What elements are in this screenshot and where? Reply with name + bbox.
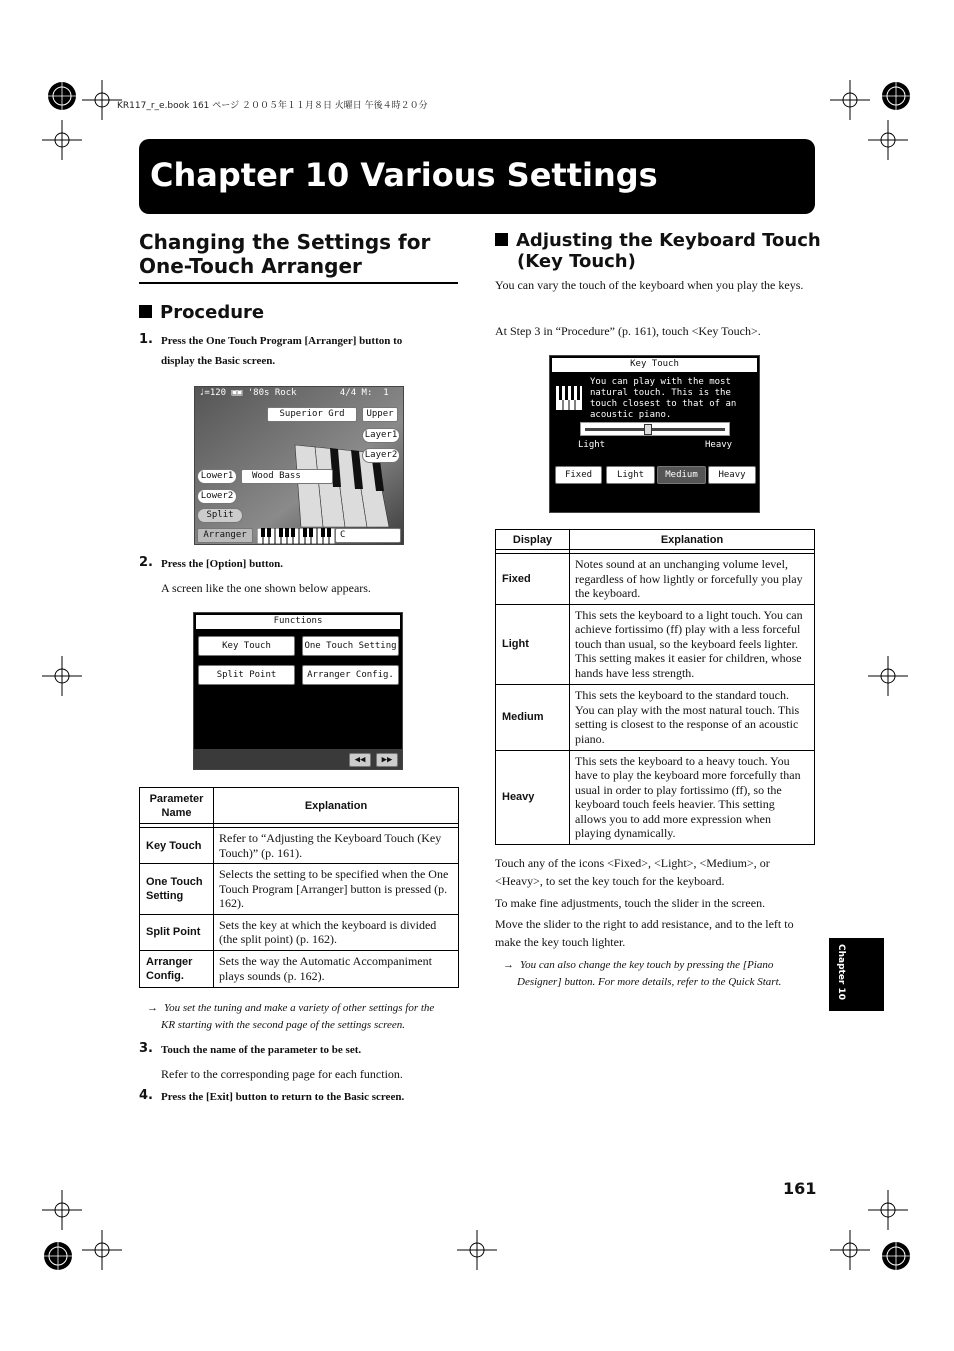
chapter-tab-label: Chapter 10	[836, 944, 846, 1001]
param-name: Key Touch	[140, 828, 214, 864]
param-explanation: Sets the way the Automatic Accompaniment plays sounds (p. 162).	[214, 950, 459, 987]
display-explanation: Notes sound at an unchanging volume level, regardless of how lightly or forcefully you play the keyboard.	[570, 554, 815, 605]
param-explanation: Selects the setting to be specified when the One Touch Program [Arranger] button is pressed (p. 162).	[214, 864, 459, 915]
status-bar: ♩=120 ▣▣ '80s Rock 4/4 M: 1	[199, 388, 389, 398]
table-row	[140, 950, 459, 987]
key-touch-heading: Adjusting the Keyboard Touch (Key Touch)	[495, 230, 821, 272]
param-name: Arranger Config.	[140, 950, 214, 987]
medium-button[interactable]: Medium	[657, 466, 706, 484]
registration-mark-icon	[36, 1234, 80, 1278]
step-reference: At Step 3 in “Procedure” (p. 161), touch <Key Touch>.	[495, 324, 761, 338]
split-button[interactable]: Split	[197, 508, 243, 523]
light-button[interactable]: Light	[606, 466, 655, 484]
basic-screen	[194, 386, 404, 545]
functions-title: Functions	[196, 615, 400, 629]
next-page-button[interactable]	[376, 753, 398, 767]
crosshair-mark-icon	[828, 78, 872, 122]
header-parameter-name: Parameter Name	[140, 788, 214, 824]
right-note: → You can also change the key touch by pressing the [Piano Designer] button. For more details, refer to the Quick Start.	[503, 959, 782, 988]
step-3-description: Refer to the corresponding page for each function.	[161, 1067, 403, 1081]
left-note: → You set the tuning and make a variety of other settings for the KR starting with the second page of the settings screen.	[147, 1002, 435, 1031]
param-explanation: Refer to “Adjusting the Keyboard Touch (Key Touch)” (p. 161).	[214, 828, 459, 864]
one-touch-setting-button[interactable]: One Touch Setting	[302, 636, 399, 656]
arrow-icon: →	[503, 959, 514, 971]
piano-keys-icon	[556, 386, 582, 410]
slider-track	[585, 428, 725, 431]
crosshair-mark-icon	[828, 1228, 872, 1272]
display-explanation: This sets the keyboard to the standard touch. You can play with the most natural touch. This setting is closest to the response of an acoustic piano.	[570, 684, 815, 750]
crosshair-mark-icon	[866, 654, 910, 698]
heavy-button[interactable]: Heavy	[708, 466, 756, 484]
display-name: Fixed	[496, 554, 570, 605]
step-1-number: 1.	[139, 332, 153, 347]
screen-footer	[194, 749, 403, 770]
key-touch-message: You can play with the most natural touch. This is the touch closest to that of an acoustic piano.	[590, 377, 737, 420]
page-number: 161	[783, 1179, 817, 1198]
header-explanation: Explanation	[214, 788, 459, 824]
header-explanation: Explanation	[570, 530, 815, 550]
lower2-button[interactable]: Lower2	[197, 489, 237, 504]
crosshair-mark-icon	[80, 1228, 124, 1272]
step-3-text: Touch the name of the parameter to be set.	[161, 1044, 362, 1056]
print-header: KR117_r_e.book 161 ページ ２００５年１１月８日 火曜日 午後４時２０分	[117, 101, 428, 111]
arranger-button[interactable]: Arranger	[197, 528, 253, 543]
upper-button[interactable]: Upper	[362, 407, 398, 422]
heavy-label: Heavy	[705, 440, 733, 450]
functions-screen	[193, 612, 403, 770]
param-name: One Touch Setting	[140, 864, 214, 915]
fixed-button[interactable]: Fixed	[555, 466, 602, 484]
step-4-text: Press the [Exit] button to return to the Basic screen.	[161, 1091, 405, 1103]
display-explanation: This sets the keyboard to a heavy touch. You have to play the keyboard more forcefully than usual in order to play fortissimo (ff), so the keyboard touch feels heavier. This setting allows you to add more expression when playing dynamically.	[570, 750, 815, 844]
light-label: Light	[578, 440, 606, 450]
step-2-text: Press the [Option] button.	[161, 558, 284, 570]
parameter-table	[139, 787, 459, 988]
crosshair-mark-icon	[40, 118, 84, 162]
key-touch-screen-title: Key Touch	[552, 358, 757, 372]
layer2-button[interactable]: Layer2	[362, 448, 400, 463]
section-title-line-1: Changing the Settings for	[139, 230, 431, 254]
chapter-title: Chapter 10 Various Settings	[150, 156, 658, 194]
split-point-button[interactable]: Split Point	[198, 665, 295, 685]
key-touch-table	[495, 529, 815, 845]
slider-instruction: To make fine adjustments, touch the slider in the screen.	[495, 896, 766, 910]
display-name: Light	[496, 604, 570, 684]
keyboard-icon	[257, 528, 335, 544]
slider-knob[interactable]	[644, 424, 652, 435]
icon-instruction: Touch any of the icons <Fixed>, <Light>, <Medium>, or <Heavy>, to set the key touch for the keyboard.	[495, 856, 770, 888]
registration-mark-icon	[874, 74, 918, 118]
table-row	[496, 604, 815, 684]
chord-display: C	[335, 528, 401, 543]
crosshair-mark-icon	[866, 118, 910, 162]
slider-direction: Move the slider to the right to add resistance, and to the left to make the key touch lighter.	[495, 917, 794, 949]
registration-mark-icon	[874, 1234, 918, 1278]
step-1-text: Press the One Touch Program [Arranger] button to display the Basic screen.	[161, 335, 403, 367]
key-touch-button[interactable]: Key Touch	[198, 636, 295, 656]
bullet-square-icon	[139, 305, 152, 318]
superior-grand-button[interactable]: Superior Grd	[267, 407, 357, 422]
layer1-button[interactable]: Layer1	[362, 428, 400, 443]
crosshair-mark-icon	[866, 1188, 910, 1232]
key-touch-intro: You can vary the touch of the keyboard when you play the keys.	[495, 278, 804, 292]
rewind-icon: ◀◀	[354, 755, 366, 765]
section-title-line-2: One-Touch Arranger	[139, 254, 362, 278]
crosshair-mark-icon	[40, 1188, 84, 1232]
table-row	[140, 864, 459, 915]
fast-forward-icon: ▶▶	[381, 755, 393, 765]
bullet-square-icon	[495, 233, 508, 246]
step-4-number: 4.	[139, 1088, 153, 1103]
arranger-config-button[interactable]: Arranger Config.	[302, 665, 399, 685]
previous-page-button[interactable]	[349, 753, 371, 767]
param-name: Split Point	[140, 914, 214, 950]
display-explanation: This sets the keyboard to a light touch. You can achieve fortissimo (ff) play with a less forceful touch than usual, so the keyboard feels lighter. This setting makes it easier for children, whose hands have less strength.	[570, 604, 815, 684]
registration-mark-icon	[40, 74, 84, 118]
touch-slider[interactable]	[580, 422, 730, 436]
step-2-number: 2.	[139, 555, 153, 570]
step-2-description: A screen like the one shown below appears.	[161, 581, 371, 595]
table-row	[496, 684, 815, 750]
table-row	[140, 914, 459, 950]
param-explanation: Sets the key at which the keyboard is divided (the split point) (p. 162).	[214, 914, 459, 950]
table-row	[496, 750, 815, 844]
section-divider	[139, 282, 458, 284]
header-display: Display	[496, 530, 570, 550]
lower-tone-display[interactable]: Wood Bass	[241, 469, 333, 484]
crosshair-mark-icon	[455, 1228, 499, 1272]
section-title	[139, 230, 430, 278]
step-3-number: 3.	[139, 1041, 153, 1056]
display-name: Medium	[496, 684, 570, 750]
lower1-button[interactable]: Lower1	[197, 469, 237, 484]
table-row	[496, 554, 815, 605]
procedure-heading: Procedure	[139, 302, 264, 323]
table-row	[140, 828, 459, 864]
key-touch-screen	[549, 355, 760, 513]
display-name: Heavy	[496, 750, 570, 844]
crosshair-mark-icon	[40, 654, 84, 698]
arrow-icon: →	[147, 1002, 158, 1014]
